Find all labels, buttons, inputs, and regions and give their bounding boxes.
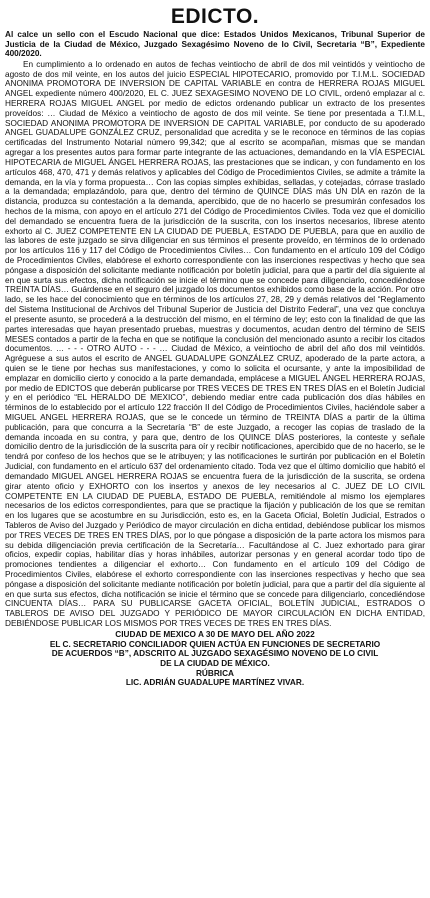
secretary-line-2: DE ACUERDOS “B”, ADSCRITO AL JUZGADO SEXAGÉSIMO NOVENO DE LO CIVIL xyxy=(51,649,379,659)
issue-date: CIUDAD DE MEXICO A 30 DE MAYO DEL AÑO 2022 xyxy=(115,629,315,639)
edict-footer xyxy=(5,630,425,688)
edict-title: EDICTO. xyxy=(170,5,260,28)
edict-body: En cumplimiento a lo ordenado en autos de fechas veintiocho de abril de dos mil veintidós y veintiocho de agosto de dos mil veinte, en los autos del juicio ESPECIAL HIPOTECARIO, promovido por T.I.M.L. SOCIEDAD ANONIMA PROMOTORA DE INVERSION DE CAPITAL VARIABLE en contra de HERRERA ROJAS MIGUEL ANGEL expediente número 400/2020, EL C. JUEZ SEXAGESIMO NOVENO DE LO CIVIL, ordenó emplazar al c. HERRERA ROJAS MIGUEL ANGEL por medio de edictos ordenando publicar un extracto de los presentes proveídos: … Ciudad de México a veintiocho de agosto de dos mil veinte. Se tiene por presentada a T.I.M.L, SOCIEDAD ANONIMA PROMOTORA DE INVERSION DE CAPITAL VARIABLE, por conducto de su apoderado ANGEL GUADALUPE GONZÁLEZ CRUZ, personalidad que acredita y se le reconoce en términos de las copias certificadas del Instrumento Notarial número 99,342; que al escrito se acompañan, mismas que se mandan agregar a los presentes autos para formar parte integrante de las actuaciones, demandando en la VÍA ESPECIAL HIPOTECARIA de MIGUEL ÁNGEL HERRERA ROJAS, las prestaciones que se indican, y con fundamento en los artículos 468, 470, 471 y demás relativos y aplicables del Código de Procedimientos Civiles, se admite a trámite la demanda, en la vía y forma propuesta… Con las copias simples exhibidas, selladas, y cotejadas, córrase traslado a la demandada; emplazándolo, para que, dentro del término de QUINCE DÍAS más UN DÍA en razón de la distancia, produzca su contestación a la demanda, apercibido, que de no hacerlo se presumirán confesados los hechos de la misma, con apoyo en el artículo 271 del Código de Procedimientos Civiles. Toda vez que el domicilio del demandado se encuentra fuera de la jurisdicción de la suscrita, con los insertos necesarios, líbrese atento exhorto al C. JUEZ COMPETENTE EN LA CIUDAD DE PUEBLA, ESTADO DE PUEBLA, para que en auxilio de las labores de este juzgado se sirva diligenciar en sus términos el presente proveído, en términos de lo ordenado por los artículos 116 y 117 del Código de Procedimientos Civiles… Con fundamento en el artículo 109 del Código de Procedimientos Civiles, elabórese el exhorto correspondiente con las inserciones respectivas y hecho que sea póngase a disposición del solicitante mediante notificación por boletín judicial, para que a partir del día siguiente al en que surta sus efectos, dicha notificación se inicie el término que se concede para diligenciarlo, concediéndose TREINTA DÍAS… Guárdense en el seguro del juzgado los documentos exhibidos como base de la acción. Por otro lado, se les hace del conocimiento que en términos de los artículos 27, 28, 29 y demás relativos del “Reglamento del Sistema Institucional de Archivos del Tribunal Superior de Justicia del Distrito Federal”, una vez que concluya el presente asunto, se procederá a la destrucción del mismo, en el término de ley; esto con la finalidad de que las partes interesadas que hayan presentado pruebas, muestras y documentos, acudan dentro del término de SEIS MESES contados a partir de la fecha en que se notifique la conclusión del mencionado asunto a recibir los citados documentos. … - - - OTRO AUTO - - - … Ciudad de México, a veintiocho de abril del año dos mil veintidós. Agréguese a sus autos el escrito de ANGEL GUADALUPE GONZÁLEZ CRUZ, apoderado de la parte actora, a quien se le tiene por hechas sus manifestaciones, y como lo solicita el ocursante, y ante la imposibilidad de emplazar en domicilio cierto y conocido a la parte demandada, emplácese a MIGUEL ÁNGEL HERRERA ROJAS, por medio de EDICTOS que deberán publicarse por TRES VECES DE TRES EN TRES DÍAS en el Boletín Judicial y en el periódico “EL HERALDO DE MEXICO”, debiendo mediar entre cada publicación dos días hábiles en términos de lo establecido por el artículo 122 fracción II del Código de Procedimientos Civiles, haciéndole saber a MIGUEL ANGEL HERRERA ROJAS, que se le concede un término de TREINTA DÍAS a partir de la última publicación, para que concurra a la Secretaría “B” de este Juzgado, a recoger las copias de traslado de la demanda incoada en su contra, y para que, dentro de los QUINCE DÍAS posteriores, la conteste y señale domicilio dentro de la jurisdicción de la suscrita para oír y recibir notificaciones, apercibido que de no hacerlo, se le tendrá por confeso de los hechos que se le atribuyen; y las notificaciones le surtirán por publicación en el Boletín Judicial, con fundamento en el artículo 637 del ordenamiento citado. Toda vez que el último domicilio que habitó el demandado MIGUEL ANGEL HERRERA ROJAS se encuentra fuera de la jurisdicción de la suscrita, se ordena girar atento oficio y EXHORTO con los insertos y anexos de ley necesarios al C. JUEZ DE LO CIVIL COMPETENTE EN LA CIUDAD DE PUEBLA, ESTADO DE PUEBLA, remitiéndole al mismo los ejemplares necesarios de los edictos correspondientes, para que se practique la fijación y publicación de los que se remitan en los lugares que se acostumbre en su Jurisdicción, esto es, en la Gaceta Oficial, Boletín Judicial, Estrados o Tableros de Aviso del Juzgado y Periódico de mayor circulación en dicha entidad, debiéndose publicar los mismos por TRES VECES DE TRES EN TRES DÍAS, por lo que póngase a disposición de la parte actora los mismos para su debida diligenciación previa certificación de la Secretaría… Facultándose al C. Juez exhortado para girar oficios, expedir copias, habilitar días y horas inhábiles, autorizar personas y en general acordar todo tipo de promociones tendientes a diligenciar el exhorto… Con fundamento en el artículo 109 del Código de Procedimientos Civiles, elabórese el exhorto correspondiente con las inserciones respectivas y hecho que sea póngase a disposición del solicitante mediante notificación por boletín judicial, para que a partir del día siguiente al en que surta sus efectos, dicha notificación se inicie el término que se concede para diligenciarlo, concediéndose CINCUENTA DÍAS… PARA SU PUBLICARSE GACETA OFICIAL, BOLETÍN JUDICIAL, ESTRADOS O TABLEROS DE AVISO DEL JUZGADO Y PERIÓDICO DE MAYOR CIRCULACIÓN EN DICHA ENTIDAD, DEBIÉNDOSE PUBLICAR LOS MISMOS POR TRES VECES DE TRES EN TRES DÍAS. xyxy=(5,59,425,629)
rubrica-label: RÚBRICA xyxy=(195,668,235,678)
secretary-line-1: EL C. SECRETARIO CONCILIADOR QUIEN ACTÚA EN FUNCIONES DE SECRETARIO xyxy=(49,639,381,649)
secretary-line-3: DE LA CIUDAD DE MÉXICO. xyxy=(160,659,270,669)
seal-description: Al calce un sello con el Escudo Nacional que dice: Estados Unidos Mexicanos, Tribunal Superior de Justicia de la Ciudad de México, Juzgado Sexagésimo Noveno de lo Civil, Secretaria “B”, Expediente 400/2020. xyxy=(5,30,425,59)
signer-name: LIC. ADRIÁN GUADALUPE MARTÍNEZ VIVAR. xyxy=(125,678,305,688)
